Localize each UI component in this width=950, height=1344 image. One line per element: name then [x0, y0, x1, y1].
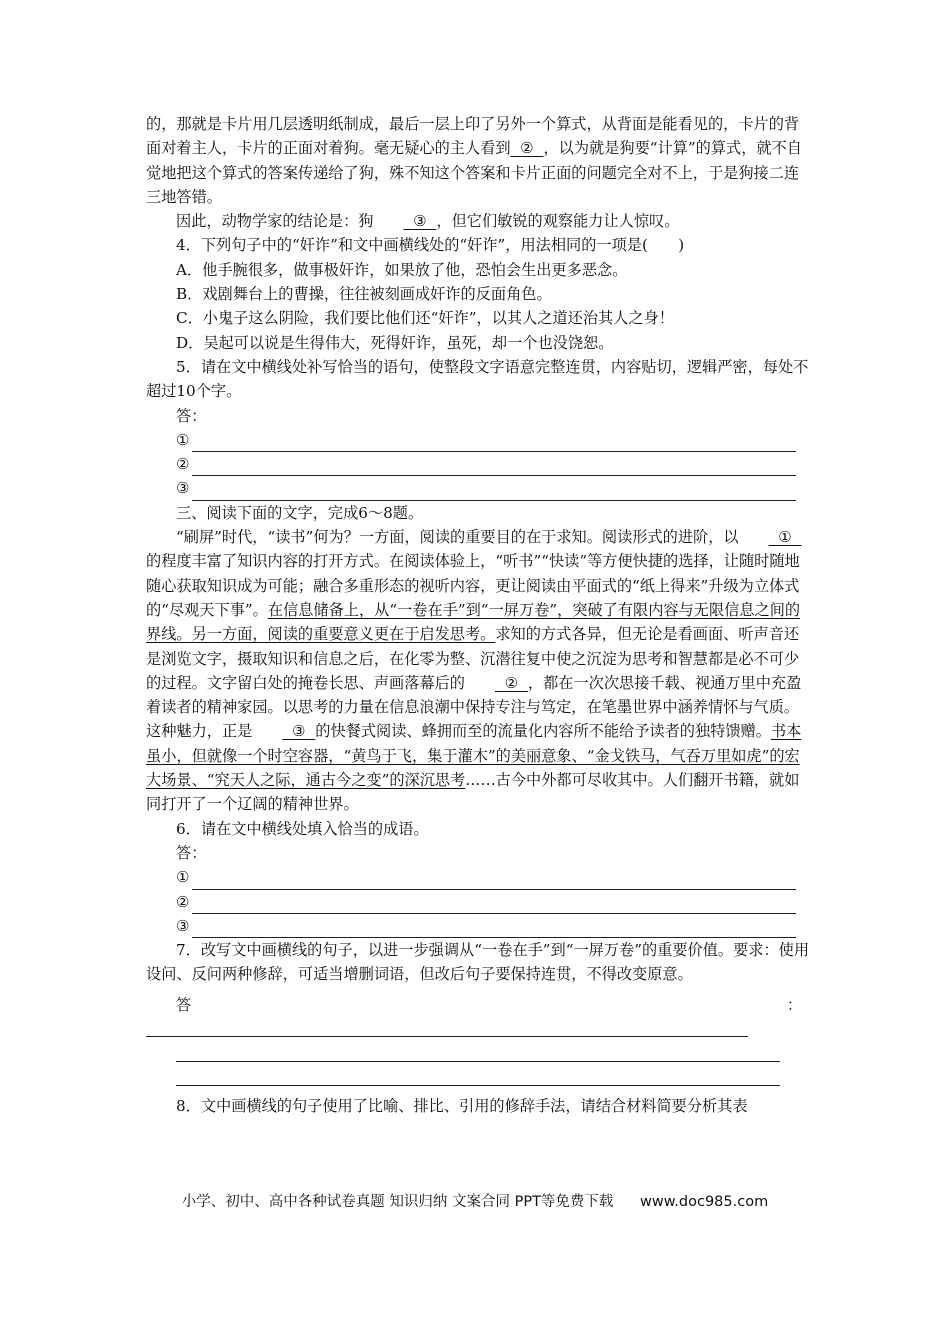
footer [0, 1190, 950, 1211]
underlined-sentence-2: 书本虽小，但就像一个时空容器，“黄鸟于飞，集于灌木”的美丽意象、“金戈铁马，气吞万里如虎”的宏大场景、“究天人之际，通古今之变”的深沉思考 [146, 722, 802, 790]
q4-option-d: D．吴起可以说是生得伟大，死得奸诈，虽死，却一个也没饶恕。 [176, 333, 614, 352]
intro-paragraph-2: 因此，动物学家的结论是：狗 ③ ，但它们敏锐的观察能力让人惊叹。 [146, 209, 810, 233]
q5-answer-line-1[interactable]: ① [146, 428, 810, 452]
underlined-sentence-1: 在信息储备上，从“一卷在手”到“一屏万卷”，突破了有限内容与无限信息之间的界线。另一方面，阅读的重要意义更在于启发思考。 [146, 600, 801, 644]
q5-answer-line-2[interactable]: ② [146, 452, 810, 476]
q7-answer-line-1[interactable] [146, 1017, 810, 1041]
passage-blank-2: ② [504, 673, 519, 692]
q5-answer-line-3[interactable]: ③ [146, 476, 810, 500]
footer-site-link[interactable]: www.doc985.com [640, 1194, 769, 1210]
q7-answer-line-2[interactable] [146, 1041, 810, 1065]
q8-stem: 8．文中画横线的句子使用了比喻、排比、引用的修辞手法，请结合材料简要分析其表 [176, 1096, 748, 1115]
footer-text: 小学、初中、高中各种试卷真题 知识归纳 文案合同 PPT等免费下载 [181, 1194, 614, 1210]
q4-option-b: B．戏剧舞台上的曹操，往往被刻画成奸诈的反面角色。 [176, 285, 552, 304]
passage-blank-1: ① [778, 528, 792, 547]
q7-answer-label: 答 ： [176, 995, 802, 1014]
passage: “刷屏”时代，“读书”何为？一方面，阅读的重要目的在于求知。阅读形式的进阶，以 ① 的程度丰富了知识内容的打开方式。在阅读体验上，“听书”“快读”等方便快捷的选择，让随时随地随心获取知识成为可能；融合多重形态的视听内容，更让阅读由平面式的“纸上得来”升级为立体式的“尽观天下事”。在信息储备上，从“一卷在手”到“一屏万卷”，突破了有限内容与无限信息之间的界线。另一方面，阅读的重要意义更在于启发思考。求知的方式各异，但无论是看画面、听声音还是浏览文字，摄取知识和信息之后，在化零为整、沉潜往复中使之沉淀为思考和智慧都是必不可少的过程。文字留白处的掩卷长思、声画落幕后的 ② ，都在一次次思接千载、视通万里中充盈着读者的精神家园。以思考的力量在信息浪潮中保持专注与笃定，在笔墨世界中涵养情怀与气质。这种魅力，正是 ③ 的快餐式阅读、蜂拥而至的流量化内容所不能给予读者的独特馈赠。书本虽小，但就像一个时空容器，“黄鸟于飞，集于灌木”的美丽意象、“金戈铁马，气吞万里如虎”的宏大场景、“究天人之际，通古今之变”的深沉思考……古今中外都可尽收其中。人们翻开书籍，就如同打开了一个辽阔的精神世界。 [146, 525, 810, 817]
q6-answer-line-3[interactable]: ③ [146, 914, 810, 938]
q4-option-c: C．小鬼子这么阴险，我们要比他们还“奸诈”，以其人之道还治其人之身！ [176, 309, 674, 328]
q6-answer-label: 答： [176, 843, 207, 862]
section3-heading: 三、阅读下面的文字，完成6～8题。 [176, 503, 424, 522]
q5-stem: 5．请在文中横线处补写恰当的语句，使整段文字语意完整连贯，内容贴切，逻辑严密，每处不超过10个字。 [146, 357, 809, 401]
blank-3: ③ [413, 212, 427, 231]
q4-stem: 4．下列句子中的“奸诈”和文中画横线处的“奸诈”，用法相同的一项是( ) [176, 236, 685, 255]
q6-answer-line-1[interactable]: ① [146, 865, 810, 889]
q5-answer-label: 答： [176, 406, 207, 425]
q6-answer-line-2[interactable]: ② [146, 890, 810, 914]
q4-option-a: A．他手腕很多，做事极奸诈，如果放了他，恐怕会生出更多恶念。 [176, 260, 628, 279]
document-body [146, 112, 810, 1118]
q7-stem: 7．改写文中画横线的句子，以进一步强调从“一卷在手”到“一屏万卷”的重要价值。要求：使用设问、反问两种修辞，可适当增删词语，但改后句子要保持连贯，不得改变原意。 [146, 941, 810, 984]
intro-paragraph-1: 的，那就是卡片用几层透明纸制成，最后一层上印了另外一个算式，从背面是能看见的，卡片的背面对着主人，卡片的正面对着狗。毫无疑心的主人看到 ② ，以为就是狗要“计算”的算式，就不自觉地把这个算式的答案传递给了狗，殊不知这个答案和卡片正面的问题完全对不上，于是狗接二连三地答错。 [146, 115, 802, 206]
q6-stem: 6．请在文中横线处填入恰当的成语。 [176, 819, 429, 838]
blank-2: ② [520, 139, 534, 158]
q7-answer-line-3[interactable] [146, 1066, 810, 1090]
passage-blank-3: ③ [291, 722, 306, 741]
